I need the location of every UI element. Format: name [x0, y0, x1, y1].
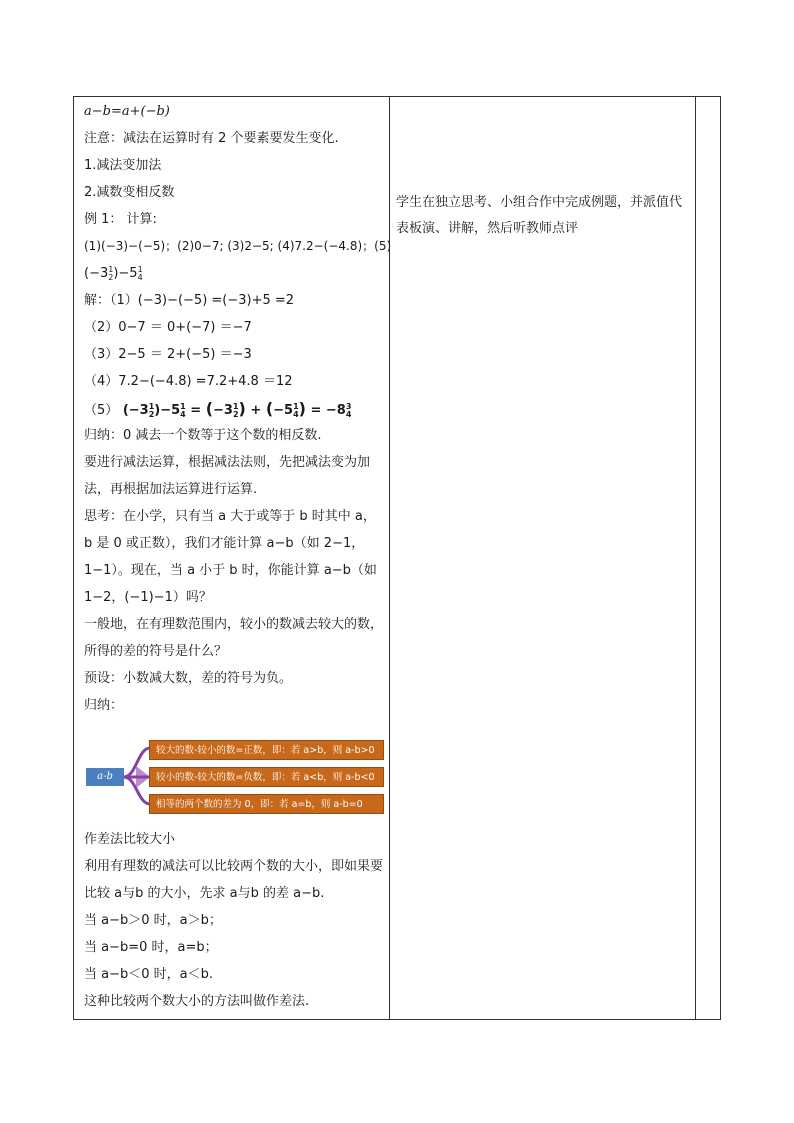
formula-line: a−b=a+(−b): [84, 104, 170, 119]
summary-label: 归纳：: [84, 698, 124, 713]
solution-1: 解：（1）(−3)−(−5) =(−3)+5 =2: [84, 293, 295, 308]
point-1: 1.减法变加法: [84, 158, 162, 173]
example-problems: (1)(−3)−(−5)；(2)0−7; (3)2−5; (4)7.2−(−4.8)；(5): [84, 239, 392, 253]
point-2: 2.减数变相反数: [84, 185, 175, 200]
preset-line: 预设：小数减大数，差的符号为负。: [84, 671, 293, 686]
center-node: a-b: [86, 768, 124, 786]
column-divider-right: [695, 96, 696, 1020]
main-column-lower: [84, 826, 384, 1015]
student-activity: 学生在独立思考、小组合作中完成例题，并派值代表板演、讲解，然后听教师点评: [396, 195, 683, 236]
summary-line: 归纳：0 减去一个数等于这个数的相反数.: [84, 428, 322, 443]
think-paragraph: 思考：在小学，只有当 a 大于或等于 b 时其中 a，b 是 0 或正数），我们才能计算 a−b（如 2−1，1−1）。现在，当 a 小于 b 时，你能计算 a−b（如 1−2，(−1)−1）吗？: [84, 509, 377, 605]
summary-diagram: [86, 738, 386, 816]
case-equal: 当 a−b=0 时，a=b；: [84, 940, 218, 955]
section-heading: 作差法比较大小: [84, 832, 176, 847]
note-line: 注意：减法在运算时有 2 个要素要发生变化.: [84, 131, 339, 146]
fraction: 1 4: [137, 264, 143, 282]
solution-3: （3）2−5 ＝ 2+(−5) ＝−3: [84, 347, 252, 362]
column-divider: [389, 96, 390, 1020]
main-column: [84, 98, 392, 719]
solution-5: （5） (−3 1 2 )−5 1 4 = (−3 1 2 ) + (−5 1 4 ) = −8 3 4: [84, 399, 352, 419]
fraction: 1 2: [108, 264, 114, 282]
case-less: 当 a−b＜0 时，a＜b.: [84, 967, 213, 982]
rule-box-negative: 较小的数-较大的数=负数，即：若 a<b，则 a-b<0: [149, 767, 384, 787]
solution-2: （2）0−7 ＝ 0+(−7) ＝−7: [84, 320, 252, 335]
case-greater: 当 a−b＞0 时，a＞b；: [84, 913, 222, 928]
method-paragraph: 要进行减法运算，根据减法法则，先把减法变为加法，再根据加法运算进行运算.: [84, 455, 371, 497]
solution-4: （4）7.2−(−4.8) =7.2+4.8 ＝12: [84, 374, 293, 389]
method-name: 这种比较两个数大小的方法叫做作差法.: [84, 994, 310, 1009]
rule-box-zero: 相等的两个数的差为 0，即：若 a=b，则 a-b=0: [149, 794, 384, 814]
difference-method-paragraph: 利用有理数的减法可以比较两个数的大小，即如果要比较 a与b 的大小，先求 a与b 的差 a−b.: [84, 859, 384, 901]
example-heading: 例 1： 计算:: [84, 212, 157, 227]
rule-box-positive: 较大的数-较小的数=正数，即：若 a>b，则 a-b>0: [149, 740, 384, 760]
question-paragraph: 一般地，在有理数范围内，较小的数减去较大的数，所得的差的符号是什么？: [84, 617, 384, 659]
example-problem-5: (−3 1 2 )−5 1 4: [84, 264, 143, 282]
